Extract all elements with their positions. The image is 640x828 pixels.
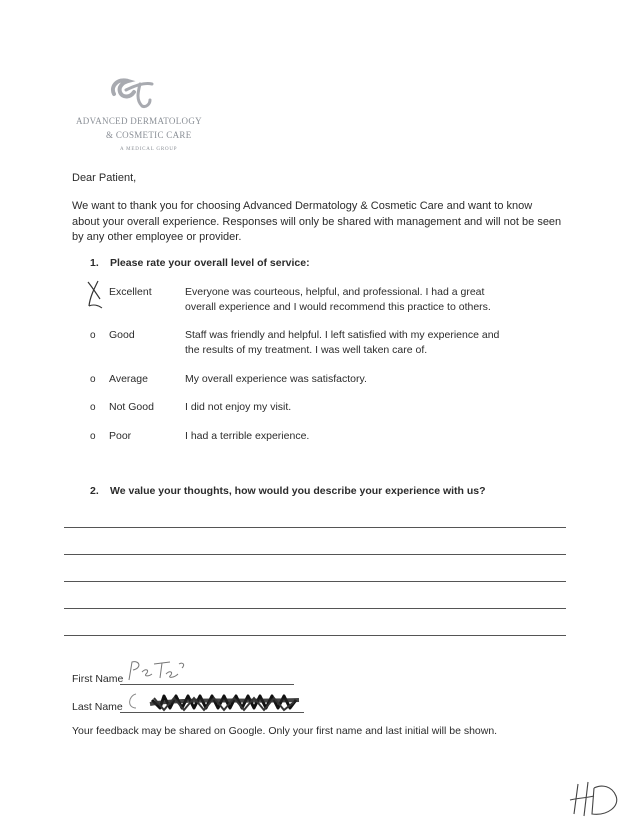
last-name-label: Last Name (72, 701, 123, 713)
answer-line[interactable] (64, 581, 566, 582)
answer-line[interactable] (64, 608, 566, 609)
option-label: Poor (109, 430, 132, 442)
option-label: Average (109, 373, 148, 385)
handwritten-initials (568, 778, 624, 820)
radio-bullet[interactable]: o (90, 402, 96, 413)
question-2 (90, 485, 486, 497)
answer-line[interactable] (64, 635, 566, 636)
first-name-field[interactable] (120, 684, 294, 685)
question-2-text: We value your thoughts, how would you describe your experience with us? (110, 485, 486, 497)
option-description: Staff was friendly and helpful. I left satisfied with my experience and the results of my treatment. I was well taken care of. (185, 329, 500, 356)
option-description: Everyone was courteous, helpful, and professional. I had a great overall experience and I would recommend this practice to others. (185, 286, 491, 313)
option-description: My overall experience was satisfactory. (185, 373, 367, 385)
radio-bullet[interactable]: o (90, 374, 96, 385)
letter-greeting: Dear Patient, (72, 172, 137, 184)
footer-note: Your feedback may be shared on Google. Only your first name and last initial will be shown. (72, 725, 498, 737)
question-2-number: 2. (90, 485, 99, 497)
answer-line[interactable] (64, 554, 566, 555)
radio-bullet[interactable]: o (90, 330, 96, 341)
practice-logo (70, 72, 210, 162)
redacted-last-name (124, 688, 304, 714)
logo-text-line1: ADVANCED DERMATOLOGY (76, 116, 202, 126)
handwritten-x-mark-icon (84, 279, 106, 309)
logo-text-line2: & COSMETIC CARE (106, 130, 192, 140)
option-label: Good (109, 329, 135, 341)
handwritten-first-name (124, 658, 194, 684)
first-name-label: First Name (72, 673, 124, 685)
question-1 (90, 257, 310, 269)
option-description: I had a terrible experience. (185, 430, 310, 442)
option-label: Excellent (109, 286, 152, 298)
option-label: Not Good (109, 401, 154, 413)
logo-text-line3: A MEDICAL GROUP (120, 147, 178, 152)
letter-intro: We want to thank you for choosing Advanced Dermatology & Cosmetic Care and want to know about your overall experience. Responses will only be shared with management and will not be seen by any other employee or provider. (72, 200, 562, 243)
answer-line[interactable] (64, 527, 566, 528)
question-1-number: 1. (90, 257, 99, 269)
option-description: I did not enjoy my visit. (185, 401, 292, 413)
question-1-text: Please rate your overall level of service: (110, 257, 310, 269)
logo-mark-icon (108, 72, 156, 112)
radio-bullet[interactable]: o (90, 431, 96, 442)
